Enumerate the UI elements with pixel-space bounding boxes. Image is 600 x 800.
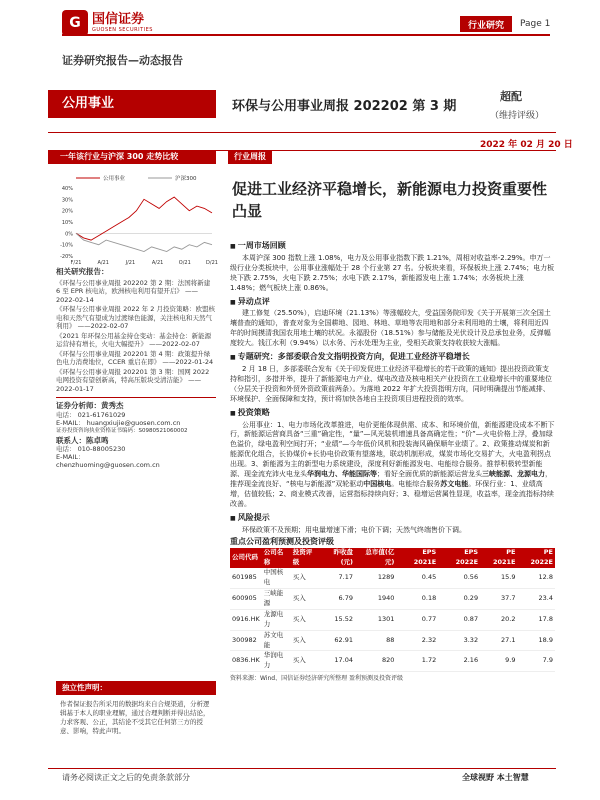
- table-cell: 0.87: [438, 609, 480, 630]
- x-tick-label: J/21: [125, 260, 136, 266]
- topic-lead: 专题研究：: [237, 352, 278, 362]
- x-tick-label: F/21: [70, 260, 82, 266]
- table-header-cell: EPS 2021E: [396, 548, 438, 568]
- y-tick-label: 30%: [61, 197, 73, 204]
- chart-heading: 一年该行业与沪深 300 走势比较: [48, 150, 216, 164]
- footer-divider: [48, 768, 556, 769]
- movers-text: 建工修复（25.50%），启迪环境（21.13%）等涨幅较大，受益国务院印发《关于开展第三次全国土壤普查的通知》，普查对象为全国耕地、园地、林地、草地等农用地和部分未利用地的土壤，将利用近四年的时间摸清我国农用地土壤的状况。永福股份（18.51%）参与储能及光伏设计及总承包业务，反弹幅度较大。钱江水利（9.94%）以水务、污水处理为主业，受相关政策支持收获较大涨幅。: [230, 309, 551, 348]
- table-cell: 0836.HK: [230, 651, 262, 672]
- main-content: [230, 238, 555, 684]
- company-logo: [62, 10, 153, 36]
- disclaimer-heading: 独立性声明：: [56, 681, 216, 695]
- table-cell: 3.32: [438, 630, 480, 651]
- report-category-tag: 行业研究: [460, 16, 512, 32]
- table-cell: 0.45: [396, 568, 438, 588]
- table-header-cell: PE 2021E: [480, 548, 517, 568]
- section-heading-movers: ■ 异动点评: [230, 297, 555, 308]
- logo-icon: G: [62, 10, 88, 36]
- footer-disclaimer: 请务必阅读正文之后的免责条款部分: [62, 773, 190, 782]
- table-cell: 苏文电能: [262, 630, 291, 651]
- y-tick-label: -10%: [60, 242, 73, 249]
- table-cell: 37.7: [480, 589, 517, 610]
- table-cell: 23.4: [518, 589, 556, 610]
- table-header-cell: 总市值(亿元): [355, 548, 396, 568]
- table-row: [230, 589, 555, 610]
- page-number: Page 1: [520, 19, 551, 29]
- table-row: [230, 630, 555, 651]
- rating: 超配: [500, 90, 522, 103]
- table-cell: 7.17: [320, 568, 355, 588]
- table-header-cell: 昨收盘(元): [320, 548, 355, 568]
- table-cell: 买入: [291, 568, 320, 588]
- section-heading-market-review: ■ 一周市场回顾: [230, 241, 555, 252]
- rating-note: （维持评级）: [490, 111, 545, 121]
- table-cell: 600905: [230, 589, 262, 610]
- table-cell: 买入: [291, 609, 320, 630]
- disclaimer-text: 作者保证报告所采用的数据均来自合规渠道，分析逻辑基于本人的职业理解，通过合理判断并得出结论，力求客观、公正，其结论不受其它任何第三方的授意、影响，特此声明。: [60, 700, 210, 735]
- table-title: 重点公司盈利预测及投资评级: [230, 537, 334, 547]
- table-cell: 0.29: [438, 589, 480, 610]
- logo-text-en: GUOSEN SECURITIES: [92, 27, 153, 33]
- analyst-name: 证券分析师：黄秀杰: [56, 401, 124, 410]
- table-header-cell: 投资评级: [291, 548, 320, 568]
- series-line-hs300: [76, 233, 212, 251]
- table-cell: 9.9: [480, 651, 517, 672]
- y-tick-label: 20%: [61, 208, 73, 215]
- market-review-text: 本周沪深 300 指数上涨 1.08%，电力及公用事业指数下跌 1.21%，周相对收益率-2.29%。申万一级行业分类板块中，公用事业涨幅处于 28 个行业第 27 名。分板块来看，环保板块上涨 2.74%；电力板块下跌 2.75%，火电下跌 2.75%；水电下跌 2.17%，新能源发电上涨 1.74%；水务板块上涨 1.48%；燃气板块上涨 0.86%。: [230, 253, 555, 292]
- table-row: [230, 568, 555, 588]
- table-cell: 0916.HK: [230, 609, 262, 630]
- risk-text: 环保政策不及预期；用电量增速下滑；电价下调；天然气终端售价下调。: [242, 525, 466, 534]
- report-title: 环保与公用事业周报 202202 第 3 期: [232, 99, 457, 114]
- table-cell: 0.18: [396, 589, 438, 610]
- table-cell: 17.04: [320, 651, 355, 672]
- table-cell: 62.91: [320, 630, 355, 651]
- table-cell: 820: [355, 651, 396, 672]
- report-date: 2022 年 02 月 20 日: [480, 140, 573, 150]
- legend-label-utilities: 公用事业: [103, 176, 126, 182]
- table-source: 资料来源：Wind、国信证券经济研究所整理 盈利预测及投资评级: [230, 675, 403, 683]
- legend-label-hs300: 沪深300: [175, 176, 197, 182]
- footer-slogan: 全球视野 本土智慧: [462, 773, 529, 782]
- logo-text-cn: 国信证券: [92, 12, 145, 27]
- table-cell: 7.9: [518, 651, 556, 672]
- forecast-table: [230, 548, 555, 672]
- contact-phone: 电话： 010-88005230: [56, 445, 126, 453]
- table-cell: 12.8: [518, 568, 556, 588]
- sidebar-divider: [56, 397, 216, 398]
- table-header-cell: PE 2022E: [518, 548, 556, 568]
- table-cell: 15.9: [480, 568, 517, 588]
- table-cell: 买入: [291, 630, 320, 651]
- x-tick-label: A/21: [97, 260, 109, 266]
- table-cell: 15.52: [320, 609, 355, 630]
- section-heading-risk: ■ 风险提示: [230, 513, 555, 524]
- topic-text: 2 月 18 日，多部委联合发布《关于印发促进工业经济平稳增长的若干政策的通知》提出投资政策支持和指引，多措并举，提升了新能源电力产业、煤电改造及核电相关产业投资在工业稳增长中的重要地位（分层关于投资和外贸外资政策前两条）。为落地 2022 年扩大投资指明方向，同时明确提出节能减排、环境保护、全面保障和支持，预计将加快各地自主投资项目进程投资的效率。: [230, 364, 552, 403]
- column-tag: 行业周报: [228, 150, 272, 164]
- table-cell: 88: [355, 630, 396, 651]
- table-cell: 0.56: [438, 568, 480, 588]
- table-row: [230, 609, 555, 630]
- header-divider: [62, 34, 550, 36]
- contact-email-label: E-MAIL：: [56, 453, 85, 461]
- table-cell: 18.9: [518, 630, 556, 651]
- related-report: 《环保与公用事业周报 202202 第 2 期：法国将新建 6 至 EPR 核电站，欧洲核电利用有望开启》 ——2022-02-14: [56, 278, 211, 304]
- analyst-cert: 证券投资咨询执业资格证书编码：S0980521060002: [56, 427, 188, 434]
- table-cell: 龙源电力: [262, 609, 291, 630]
- sidebar: [56, 268, 216, 469]
- strategy-text: 公用事业：1、电力市场化改革推进，电价更能体现供需、成本、和环境价值，新能源建设成本不断下行，新能源运营商具备“三重”确定性，“量”—风光装机增速具备高确定性；“价”—火电价格上浮，叠加绿色溢价，绿电盈利空间打开；“业绩”—今年低价风机和投装海风确保顺年业绩了。2、政策推动煤炭和新能源优化组合，长协煤价+长协电价政策有望落地，联动机制形成，煤炭市场化交易扩大，火电盈利拐点出现。3、新能源为主的新型电力系统建设，深度利好新能源发电、电能综合服务。推荐积极转型新能源、现金流充沛火电龙头华润电力、华能国际等；看好全面优质的新能源运营龙头三峡能源、龙源电力，推荐现金流良好、“核电与新能源”双轮驱动中国核电。电能综合服务苏文电能。环保行业：1、业绩高增，估值较低；2、商业模式改善，运营指标持续向好；3、稳增运营属性显现，收益率，现金流指标持续改善。: [230, 420, 555, 508]
- y-tick-label: -20%: [60, 254, 73, 260]
- related-report: 《环保与公用事业周报 202201 第 3 期：国网 2022 电网投资有望创新高，特高压版块受清洁能》 ——2022-01-17: [56, 367, 210, 393]
- y-tick-label: 40%: [61, 186, 73, 192]
- sector-label: 公用事业: [48, 90, 216, 118]
- table-cell: 300982: [230, 630, 262, 651]
- topic-title: 多部委联合发文指明投资方向，促进工业经济平稳增长: [277, 352, 470, 362]
- table-cell: 三峡能源: [262, 589, 291, 610]
- report-type: 证券研究报告—动态报告: [62, 54, 183, 67]
- table-cell: 20.2: [480, 609, 517, 630]
- y-tick-label: 0%: [65, 231, 73, 238]
- table-cell: 1301: [355, 609, 396, 630]
- table-header-cell: 公司代码: [230, 548, 262, 568]
- related-reports-heading: 相关研究报告：: [56, 267, 109, 276]
- x-tick-label: D/21: [206, 260, 218, 266]
- y-tick-label: 10%: [61, 220, 73, 226]
- series-line-utilities: [76, 197, 212, 240]
- table-cell: 买入: [291, 589, 320, 610]
- sector-vs-index-chart: [48, 168, 216, 268]
- related-report: 《环保与公用事业周报 2022 年 2 月投资策略：欧盟核电和天然气有望成为过渡绿色能源，关注核电和天然气利用》 ——2022-02-07: [56, 305, 215, 330]
- table-cell: 2.32: [396, 630, 438, 651]
- table-cell: 601985: [230, 568, 262, 588]
- table-cell: 1.72: [396, 651, 438, 672]
- headline: 促进工业经济平稳增长，新能源电力投资重要性凸显: [232, 180, 548, 220]
- table-cell: 中国核电: [262, 568, 291, 588]
- analyst-email: E-MAIL： huangxiujie@guosen.com.cn: [56, 418, 181, 427]
- table-cell: 华润电力: [262, 651, 291, 672]
- table-row: [230, 651, 555, 672]
- related-report: 《环保与公用事业周报 202201 第 4 期：政策提升绿色电力消费地位，CCER 重启在即》 ——2022-01-24: [56, 349, 214, 366]
- x-tick-label: O/21: [178, 260, 191, 266]
- table-header-cell: EPS 2022E: [438, 548, 480, 568]
- analyst-phone: 电话： 021-61761029: [56, 410, 126, 419]
- x-tick-label: A/21: [151, 260, 164, 266]
- section-heading-topic: [230, 352, 555, 363]
- table-cell: 27.1: [480, 630, 517, 651]
- table-header-cell: 公司名称: [262, 548, 291, 568]
- section-heading-strategy: ■ 投资策略: [230, 408, 555, 419]
- table-cell: 17.8: [518, 609, 556, 630]
- related-report: 《2021 年环保公用基金持仓变动：基金持仓：新能源运营持有增长，火电大幅提升》 ——2022-02-07: [56, 331, 212, 348]
- table-cell: 1289: [355, 568, 396, 588]
- table-cell: 买入: [291, 651, 320, 672]
- table-cell: 1940: [355, 589, 396, 610]
- table-cell: 6.79: [320, 589, 355, 610]
- table-cell: 0.77: [396, 609, 438, 630]
- contact-email: chenzhuoming@guosen.com.cn: [56, 461, 160, 469]
- table-cell: 2.16: [438, 651, 480, 672]
- contact-name: 联系人：陈卓鸣: [56, 435, 109, 445]
- title-divider: [48, 132, 556, 133]
